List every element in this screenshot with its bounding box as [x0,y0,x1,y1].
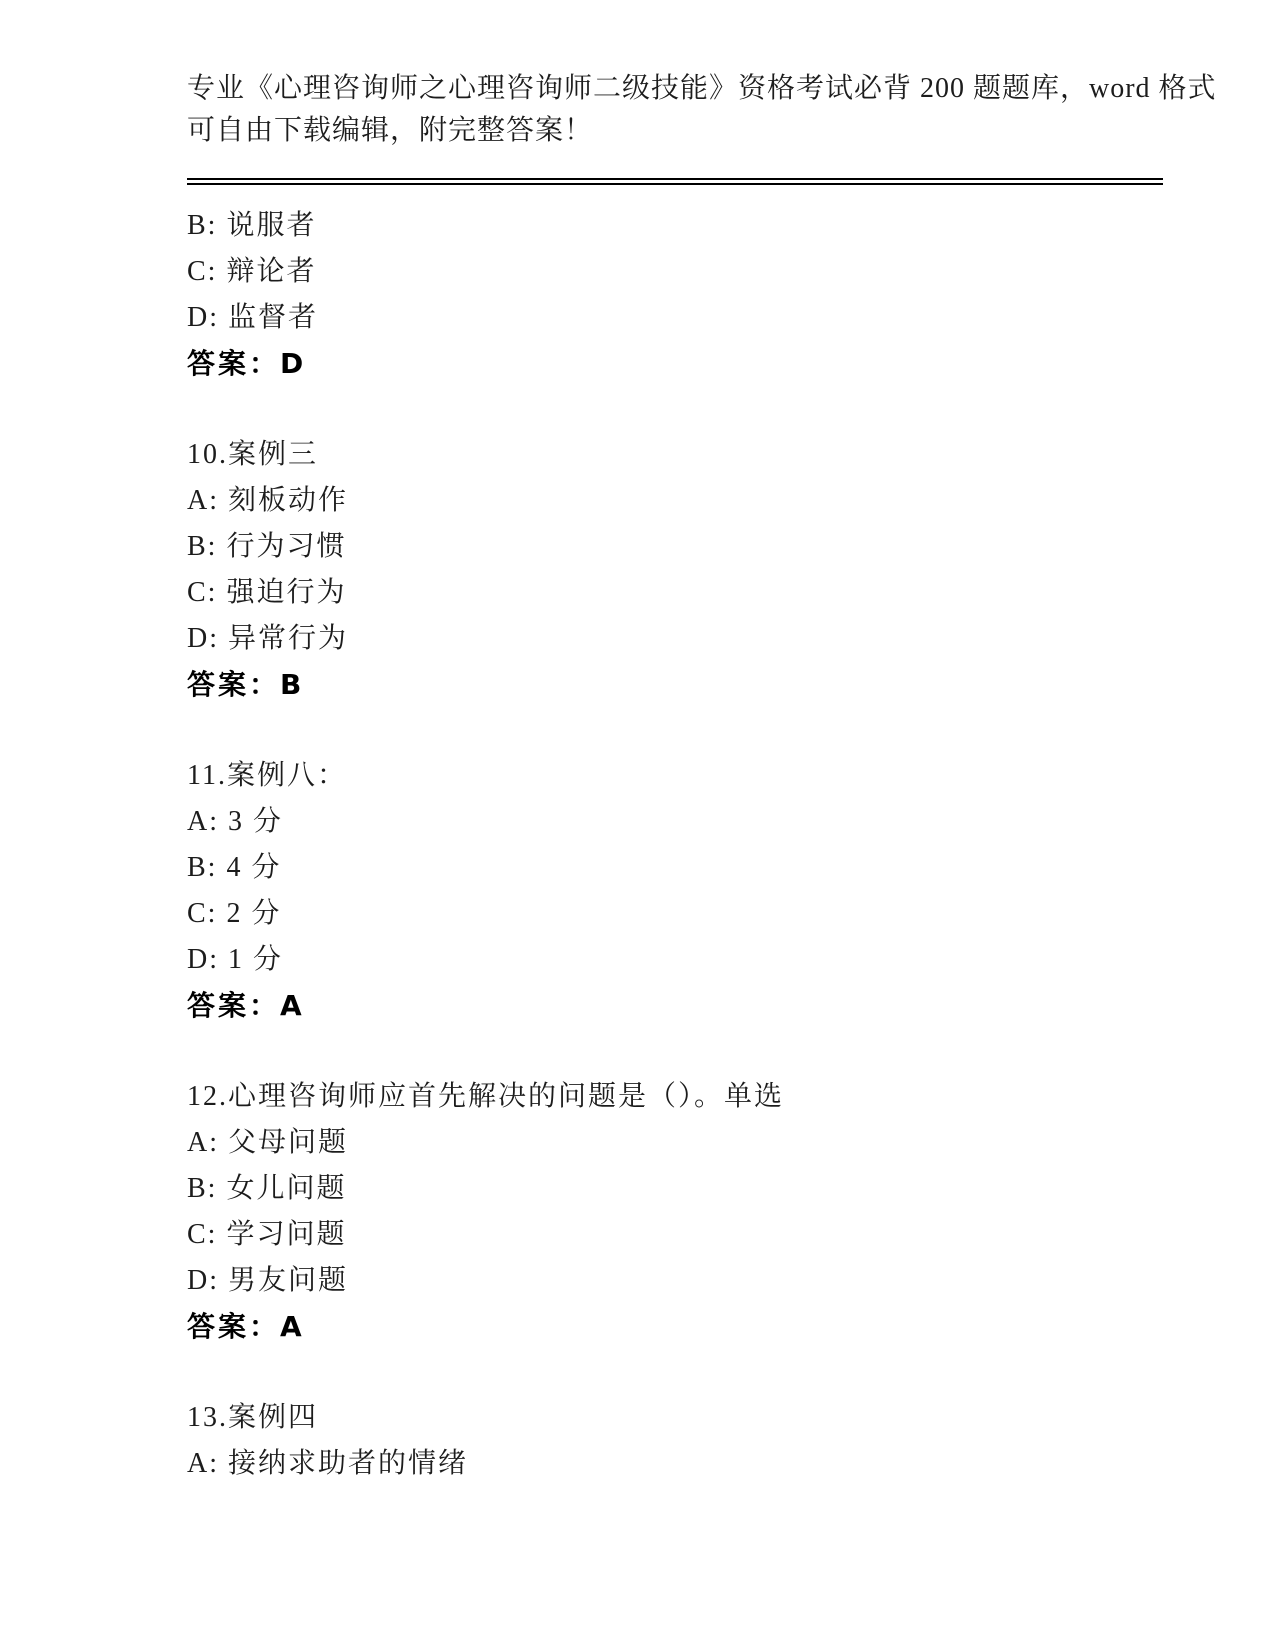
answer-label: 答案： [187,668,281,701]
answer-value: A [280,989,305,1022]
answer-label: 答案： [187,347,281,380]
question-block-9 [187,203,1167,387]
option-line: A: 3 分 [187,806,284,837]
answer-value: B [280,668,305,701]
answer-label: 答案： [187,989,281,1022]
option-line: D: 异常行为 [187,623,349,654]
answer-value: A [280,1310,305,1343]
option-line: C: 2 分 [187,898,282,929]
question-title: 12.心理咨询师应首先解决的问题是（）。单选 [187,1081,785,1112]
option-line: C: 强迫行为 [187,577,347,608]
answer-line [187,983,1167,1029]
header-line-1: 专业《心理咨询师之心理咨询师二级技能》资格考试必背 200 题题库，word 格式 [187,73,1217,104]
option-line: C: 辩论者 [187,256,317,287]
answer-line [187,1304,1167,1350]
question-block-12 [187,1074,1167,1350]
option-line: D: 1 分 [187,944,284,975]
document-header [187,68,1217,152]
option-line: A: 刻板动作 [187,485,349,516]
header-divider [187,178,1163,185]
option-line: C: 学习问题 [187,1219,347,1250]
question-block-11 [187,753,1167,1029]
question-title: 10.案例三 [187,439,319,470]
answer-line [187,341,1167,387]
question-block-10 [187,432,1167,708]
answer-value: D [280,347,307,380]
answer-line [187,662,1167,708]
option-line: B: 行为习惯 [187,531,347,562]
header-line-2: 可自由下载编辑，附完整答案！ [187,115,594,146]
option-line: D: 监督者 [187,302,319,333]
question-block-13 [187,1395,1167,1487]
option-line: B: 4 分 [187,852,282,883]
option-line: B: 说服者 [187,210,317,241]
answer-label: 答案： [187,1310,281,1343]
document-body [187,203,1167,1532]
option-line: D: 男友问题 [187,1265,349,1296]
question-title: 11.案例八： [187,760,347,791]
question-title: 13.案例四 [187,1402,319,1433]
option-line: A: 父母问题 [187,1127,349,1158]
option-line: B: 女儿问题 [187,1173,347,1204]
option-line: A: 接纳求助者的情绪 [187,1448,469,1479]
